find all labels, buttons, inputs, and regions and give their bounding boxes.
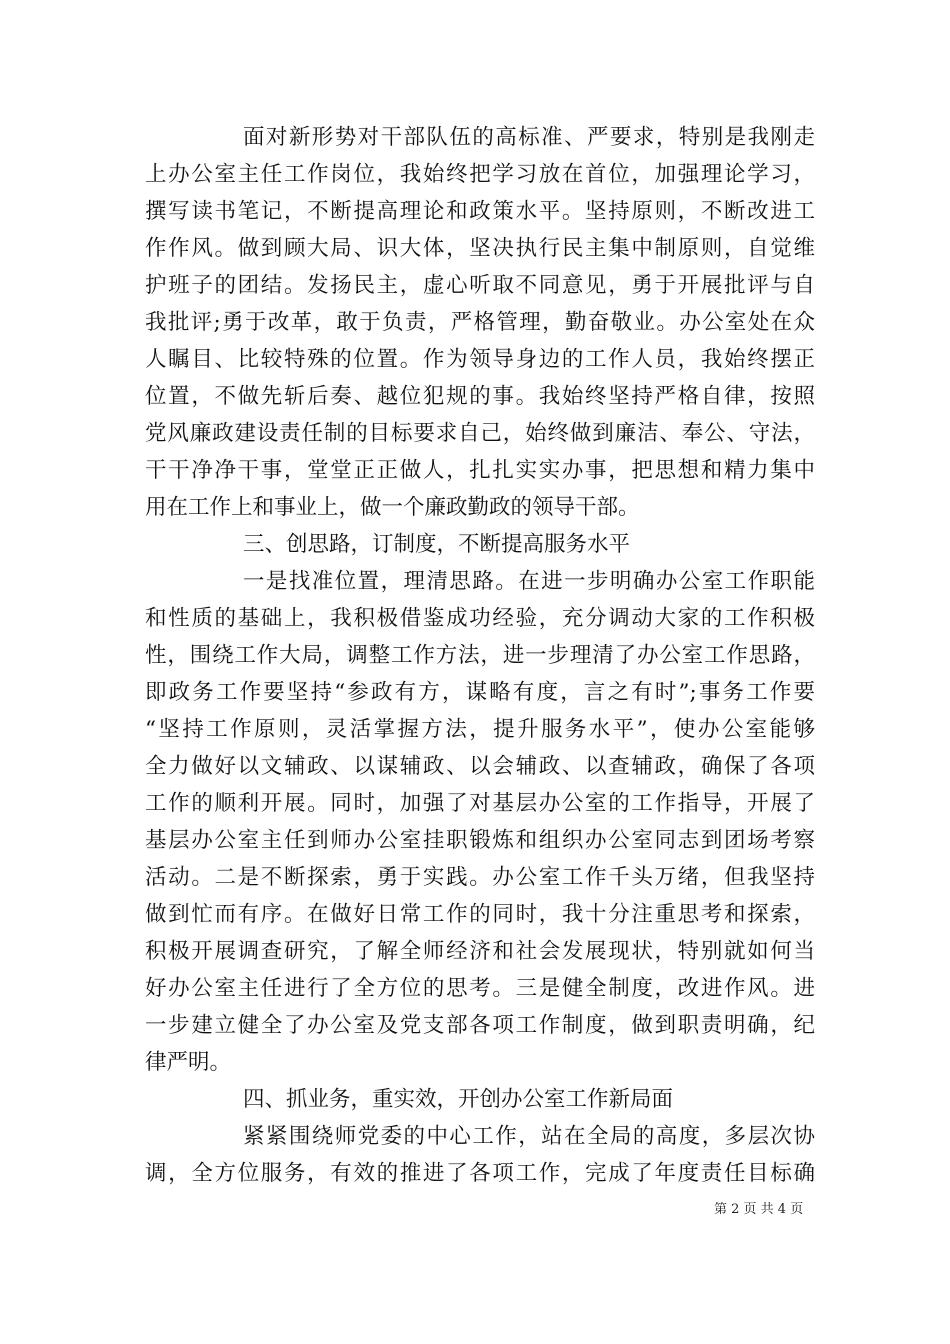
page-number-footer: 第 2 页 共 4 页	[714, 1202, 804, 1217]
paragraph-line: 用在工作上和事业上，做一个廉政勤政的领导干部。	[145, 495, 640, 520]
paragraph-line: 我批评;勇于改革，敢于负责，严格管理，勤奋敬业。办公室处在众	[145, 310, 815, 335]
paragraph-line: “坚持工作原则，灵活掌握方法，提升服务水平”，使办公室能够	[145, 717, 815, 742]
paragraph-line: 面对新形势对干部队伍的高标准、严要求，特别是我刚走	[243, 125, 815, 150]
paragraph-line: 活动。二是不断探索，勇于实践。办公室工作千头万绪，但我坚持	[145, 865, 815, 890]
section-heading: 四、抓业务，重实效，开创办公室工作新局面	[243, 1087, 674, 1112]
paragraph-line: 性，围绕工作大局，调整工作方法，进一步理清了办公室工作思路，	[145, 643, 815, 668]
paragraph-line: 位置，不做先斩后奏、越位犯规的事。我始终坚持严格自律，按照	[145, 384, 815, 409]
paragraph-line: 积极开展调查研究，了解全师经济和社会发展现状，特别就如何当	[145, 939, 815, 964]
paragraph-line: 干干净净干事，堂堂正正做人，扎扎实实办事，把思想和精力集中	[145, 458, 815, 483]
paragraph-line: 做到忙而有序。在做好日常工作的同时，我十分注重思考和探索，	[145, 902, 815, 927]
paragraph-line: 作作风。做到顾大局、识大体，坚决执行民主集中制原则，自觉维	[145, 236, 815, 261]
paragraph-line: 调，全方位服务，有效的推进了各项工作，完成了年度责任目标确	[145, 1161, 815, 1186]
paragraph-line: 全力做好以文辅政、以谋辅政、以会辅政、以查辅政，确保了各项	[145, 754, 815, 779]
paragraph-line: 人瞩目、比较特殊的位置。作为领导身边的工作人员，我始终摆正	[145, 347, 815, 372]
section-heading: 三、创思路，订制度，不断提高服务水平	[243, 532, 631, 557]
paragraph-line: 好办公室主任进行了全方位的思考。三是健全制度，改进作风。进	[145, 976, 815, 1001]
paragraph-line: 党风廉政建设责任制的目标要求自己，始终做到廉洁、奉公、守法，	[145, 421, 815, 446]
paragraph-line: 一是找准位置，理清思路。在进一步明确办公室工作职能	[243, 569, 815, 594]
paragraph-line: 工作的顺利开展。同时，加强了对基层办公室的工作指导，开展了	[145, 791, 815, 816]
paragraph-line: 护班子的团结。发扬民主，虚心听取不同意见，勇于开展批评与自	[145, 273, 815, 298]
paragraph-line: 基层办公室主任到师办公室挂职锻炼和组织办公室同志到团场考察	[145, 828, 815, 853]
paragraph-line: 律严明。	[145, 1050, 232, 1075]
paragraph-line: 上办公室主任工作岗位，我始终把学习放在首位，加强理论学习，	[145, 162, 815, 187]
paragraph-line: 撰写读书笔记，不断提高理论和政策水平。坚持原则，不断改进工	[145, 199, 815, 224]
paragraph-line: 和性质的基础上，我积极借鉴成功经验，充分调动大家的工作积极	[145, 606, 815, 631]
paragraph-line: 紧紧围绕师党委的中心工作，站在全局的高度，多层次协	[243, 1124, 815, 1149]
paragraph-line: 一步建立健全了办公室及党支部各项工作制度，做到职责明确，纪	[145, 1013, 815, 1038]
paragraph-line: 即政务工作要坚持“参政有方，谋略有度，言之有时”;事务工作要	[145, 680, 815, 705]
